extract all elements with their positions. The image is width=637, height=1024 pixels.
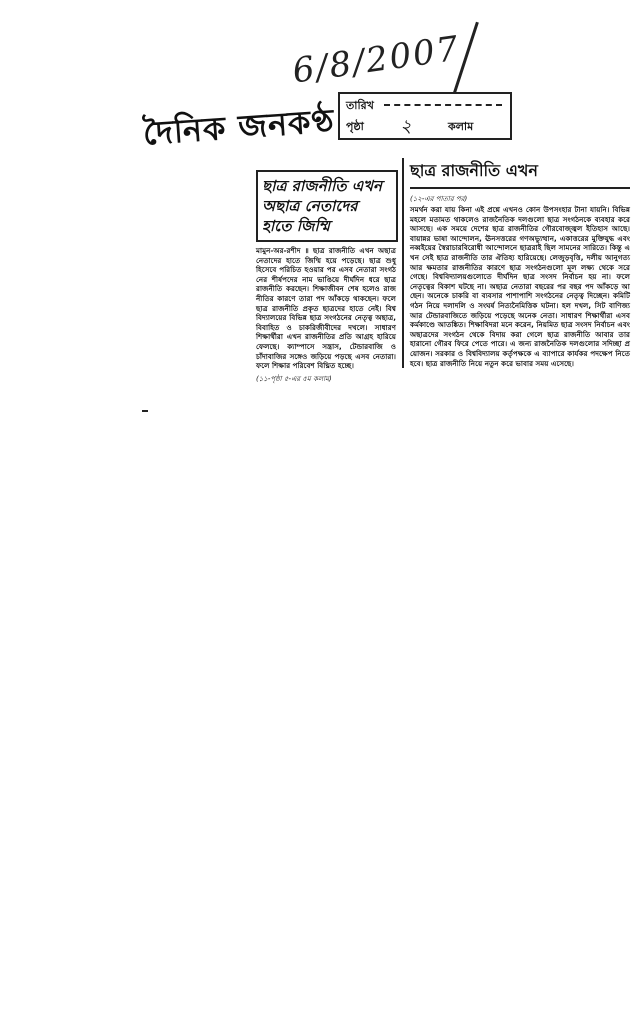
article-column-right (402, 158, 630, 368)
continued-from: (১২-এর পাতার পর) (410, 195, 468, 203)
archive-stamp (338, 92, 512, 140)
stamp-page-label: পৃষ্ঠা (346, 120, 364, 133)
margin-mark (142, 410, 148, 412)
newspaper-masthead: দৈনিক জনকণ্ঠ (141, 101, 336, 153)
article-column-left (256, 170, 396, 385)
headline-right: ছাত্র রাজনীতি এখন (410, 158, 630, 189)
stamp-handwritten: ২ (400, 116, 412, 137)
continued-note: (১১-পৃষ্ঠা ৫-এর ৫ম কলাম) (256, 374, 332, 383)
stamp-column-label: কলাম (448, 120, 474, 133)
article-body-left: মামুন-অর-রশীদ ॥ ছাত্র রাজনীতি এখন অছাত্র নেতাদের হাতে জিম্মি হয়ে পড়েছে। ছাত্র শুধু হিসেবে পরিচিত হওয়ার পর এসব নেতারা সংগঠনের শীর্ষপদের নাম ভাঙিয়ে দীর্ঘদিন ধরে ছাত্র রাজনীতি করছেন। শিক্ষাজীবন শেষ হলেও রাজনীতির কারণে তারা পদ আঁকড়ে থাকছেন। ফলে ছাত্র রাজনীতি প্রকৃত ছাত্রদের হাতে নেই। বিশ্ববিদ্যালয়ের বিভিন্ন ছাত্র সংগঠনের নেতৃত্ব অছাত্র, বিবাহিত ও চাকরিজীবীদের দখলে। সাধারণ শিক্ষার্থীরা এখন রাজনীতির প্রতি আগ্রহ হারিয়ে ফেলছে। ক্যাম্পাসে সন্ত্রাস, টেন্ডারবাজি ও চাঁদাবাজির সঙ্গেও জড়িয়ে পড়ছে এসব নেতারা। ফলে শিক্ষার পরিবেশ বিঘ্নিত হচ্ছে। (256, 246, 396, 371)
article-body-right: সমর্থন করা যায় কিনা এই প্রশ্নে এখনও কোন উপসংহার টানা যায়নি। বিভিন্ন মহলে মতামত থাকলেও রাজনৈতিক দলগুলো ছাত্র সংগঠনকে ব্যবহার করে আসছে। এক সময়ে দেশের ছাত্র রাজনীতির গৌরবোজ্জ্বল ইতিহাস আছে। বায়ান্নর ভাষা আন্দোলন, ঊনসত্তরের গণঅভ্যুত্থান, একাত্তরের মুক্তিযুদ্ধ এবং নব্বইয়ের স্বৈরাচারবিরোধী আন্দোলনে ছাত্ররাই ছিল সামনের সারিতে। কিন্তু এখন সেই ছাত্র রাজনীতি তার ঐতিহ্য হারিয়েছে। লেজুড়বৃত্তি, দলীয় আনুগত্য আর ক্ষমতার রাজনীতির কারণে ছাত্র সংগঠনগুলো মূল লক্ষ্য থেকে সরে গেছে। বিশ্ববিদ্যালয়গুলোতে দীর্ঘদিন ছাত্র সংসদ নির্বাচন হয় না। ফলে নেতৃত্বের বিকাশ ঘটছে না। অছাত্র নেতারা বছরের পর বছর পদ আঁকড়ে আছেন। অনেকে চাকরি বা ব্যবসার পাশাপাশি সংগঠনের নেতৃত্ব দিচ্ছেন। কমিটি গঠন নিয়ে দলাদলি ও সংঘর্ষ নিত্যনৈমিত্তিক ঘটনা। হল দখল, সিট বাণিজ্য আর টেন্ডারবাজিতে জড়িয়ে পড়েছে অনেক নেতা। সাধারণ শিক্ষার্থীরা এসব কর্মকাণ্ডে আতঙ্কিত। শিক্ষাবিদরা মনে করেন, নিয়মিত ছাত্র সংসদ নির্বাচন এবং অছাত্রদের সংগঠন থেকে বিদায় করা গেলে ছাত্র রাজনীতি আবার তার হারানো গৌরব ফিরে পেতে পারে। এ জন্য রাজনৈতিক দলগুলোর সদিচ্ছা প্রয়োজন। সরকার ও বিশ্ববিদ্যালয় কর্তৃপক্ষকে এ ব্যাপারে কার্যকর পদক্ষেপ নিতে হবে। ছাত্র রাজনীতি নিয়ে নতুন করে ভাবার সময় এসেছে। (410, 205, 630, 368)
headline-left: ছাত্র রাজনীতি এখন অছাত্র নেতাদের হাতে জিম্মি (256, 170, 398, 242)
stamp-dash-line (384, 104, 502, 106)
stamp-date-label: তারিখ (346, 99, 374, 112)
handwritten-date: 6/8/2007 (290, 28, 463, 92)
newspaper-clipping (242, 158, 630, 808)
